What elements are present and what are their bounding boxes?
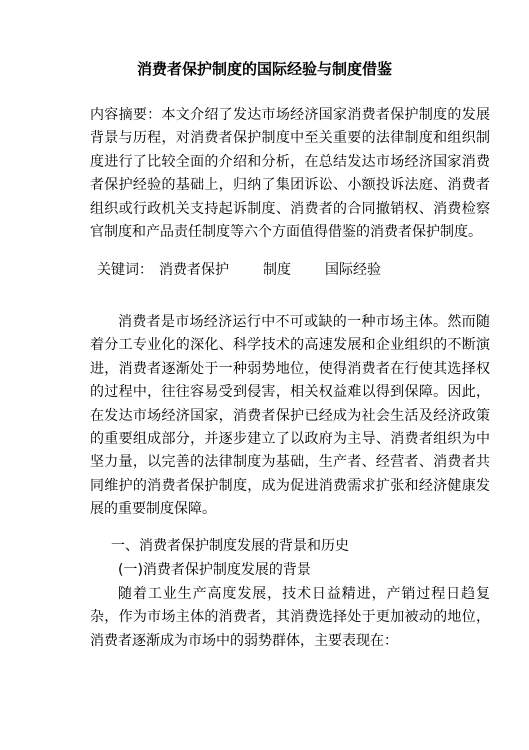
body-paragraph-2: 随着工业生产高度发展，技术日益精进，产销过程日趋复杂，作为市场主体的消费者，其消费选择处于更加被动的地位，消费者逐渐成为市场中的弱势群体，主要表现在：	[90, 586, 490, 649]
section-heading-1: 一、消费者保护制度发展的背景和历史	[111, 538, 349, 554]
keyword-item: 国际经验	[325, 262, 381, 278]
keyword-item: 制度	[263, 262, 291, 278]
subsection-heading-1: (一)消费者保护制度发展的背景	[118, 562, 311, 578]
body-paragraph-1: 消费者是市场经济运行中不可或缺的一种市场主体。然而随着分工专业化的深化、科学技术的高速发展和企业组织的不断演进，消费者逐渐处于一种弱势地位，使得消费者在行使其选择权的过程中，往往容易受到侵害，相关权益难以得到保障。因此，在发达市场经济国家，消费者保护已经成为社会生活及经济政策的重要组成部分，并逐步建立了以政府为主导、消费者组织为中坚力量，以完善的法律制度为基础，生产者、经营者、消费者共同维护的消费者保护制度，成为促进消费需求扩张和经济健康发展的重要制度保障。	[90, 314, 490, 518]
keyword-item: 消费者保护	[159, 262, 229, 278]
document-title: 消费者保护制度的国际经验与制度借鉴	[136, 60, 392, 78]
keywords-line	[97, 259, 415, 282]
keywords-label: 关键词：	[97, 262, 153, 278]
abstract-paragraph: 内容摘要：本文介绍了发达市场经济国家消费者保护制度的发展背景与历程，对消费者保护制度中至关重要的法律制度和组织制度进行了比较全面的介绍和分析，在总结发达市场经济国家消费者保护经验的基础上，归纳了集团诉讼、小额投诉法庭、消费者组织或行政机关支持起诉制度、消费者的合同撤销权、消费检察官制度和产品责任制度等六个方面值得借鉴的消费者保护制度。	[90, 107, 490, 241]
